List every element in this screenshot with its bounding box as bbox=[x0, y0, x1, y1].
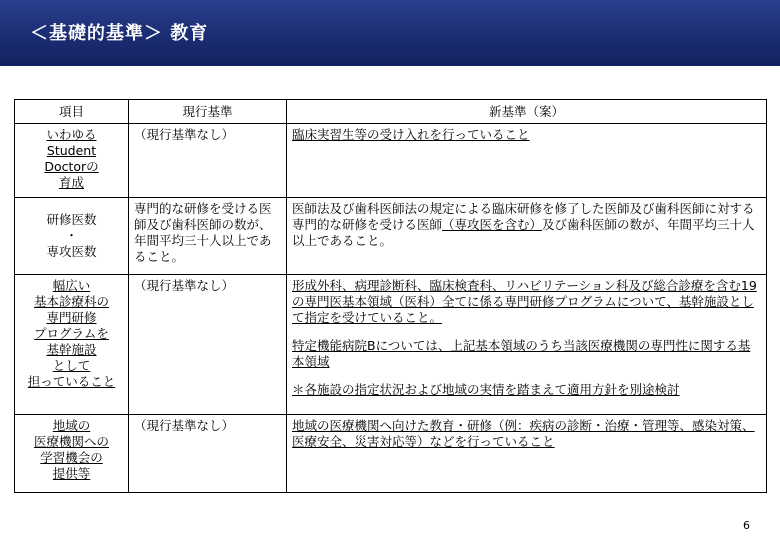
item-line: 基幹施設 bbox=[46, 342, 97, 357]
table-header-row bbox=[15, 100, 767, 124]
new-criteria-paragraph: 形成外科、病理診断科、臨床検査科、リハビリテーション科及び総合診療を含む19の専門医基本領域（医科）全てに係る専門研修プログラムについて、基幹施設として指定を受けていること。 bbox=[292, 278, 757, 325]
table-row bbox=[15, 198, 767, 275]
column-header-item: 項目 bbox=[15, 100, 129, 124]
item-line: として bbox=[52, 358, 91, 373]
criteria-table bbox=[14, 99, 767, 493]
item-line: プログラムを bbox=[34, 326, 109, 341]
item-cell bbox=[15, 415, 129, 493]
current-criteria-cell: （現行基準なし） bbox=[129, 275, 287, 415]
new-criteria-note: ＊各施設の指定状況および地域の実情を踏まえて適用方針を別途検討 bbox=[292, 382, 680, 397]
item-line: Student bbox=[46, 143, 97, 158]
title-bar bbox=[0, 0, 780, 66]
current-criteria-cell: （現行基準なし） bbox=[129, 415, 287, 493]
table-row bbox=[15, 415, 767, 493]
new-criteria-text: 臨床実習生等の受け入れを行っていること bbox=[292, 127, 530, 142]
column-header-new: 新基準（案） bbox=[287, 100, 767, 124]
new-criteria-text: 及び歯科医師の数が、年間平均三十人以上であること。 bbox=[292, 217, 755, 248]
item-cell bbox=[15, 124, 129, 198]
item-line: いわゆる bbox=[46, 127, 97, 142]
current-criteria-cell: （現行基準なし） bbox=[129, 124, 287, 198]
item-line: 幅広い bbox=[52, 278, 91, 293]
item-line: 担っていること bbox=[27, 374, 116, 389]
item-line: 提供等 bbox=[52, 466, 91, 481]
item-line: 研修医数 bbox=[46, 212, 97, 227]
new-criteria-paragraph: 特定機能病院Bについては、上記基本領域のうち当該医療機関の専門性に関する基本領域 bbox=[292, 338, 751, 369]
item-line: 基本診療科の bbox=[33, 294, 109, 309]
page-title: ＜基礎的基準＞ 教育 bbox=[30, 23, 209, 44]
new-criteria-underlined: （専攻医を含む） bbox=[442, 217, 543, 232]
item-line: ・ bbox=[65, 228, 78, 243]
table-row bbox=[15, 124, 767, 198]
new-criteria-text: 地域の医療機関へ向けた教育・研修（例：疾病の診断・治療・管理等、感染対策、医療安全、災害対応等）などを行っていること bbox=[292, 418, 755, 449]
table-row bbox=[15, 275, 767, 415]
page-number: 6 bbox=[743, 519, 750, 532]
item-cell bbox=[15, 198, 129, 275]
item-line: 学習機会の bbox=[40, 450, 103, 465]
column-header-current: 現行基準 bbox=[129, 100, 287, 124]
item-cell bbox=[15, 275, 129, 415]
item-line: 専攻医数 bbox=[46, 244, 97, 259]
item-line: Doctorの bbox=[44, 159, 99, 174]
item-line: 地域の bbox=[52, 418, 91, 433]
item-line: 医療機関への bbox=[33, 434, 109, 449]
new-criteria-cell bbox=[287, 198, 767, 275]
item-line: 育成 bbox=[58, 175, 84, 190]
new-criteria-text: 医師法及び歯科医師法の規定による臨床研修を修了した医師及び歯科医師に対する専門的な研修を受ける医師 bbox=[292, 201, 755, 232]
new-criteria-cell bbox=[287, 275, 767, 415]
item-line: 専門研修 bbox=[46, 310, 97, 325]
current-criteria-cell: 専門的な研修を受ける医師及び歯科医師の数が、年間平均三十人以上であること。 bbox=[129, 198, 287, 275]
new-criteria-cell bbox=[287, 415, 767, 493]
new-criteria-cell bbox=[287, 124, 767, 198]
